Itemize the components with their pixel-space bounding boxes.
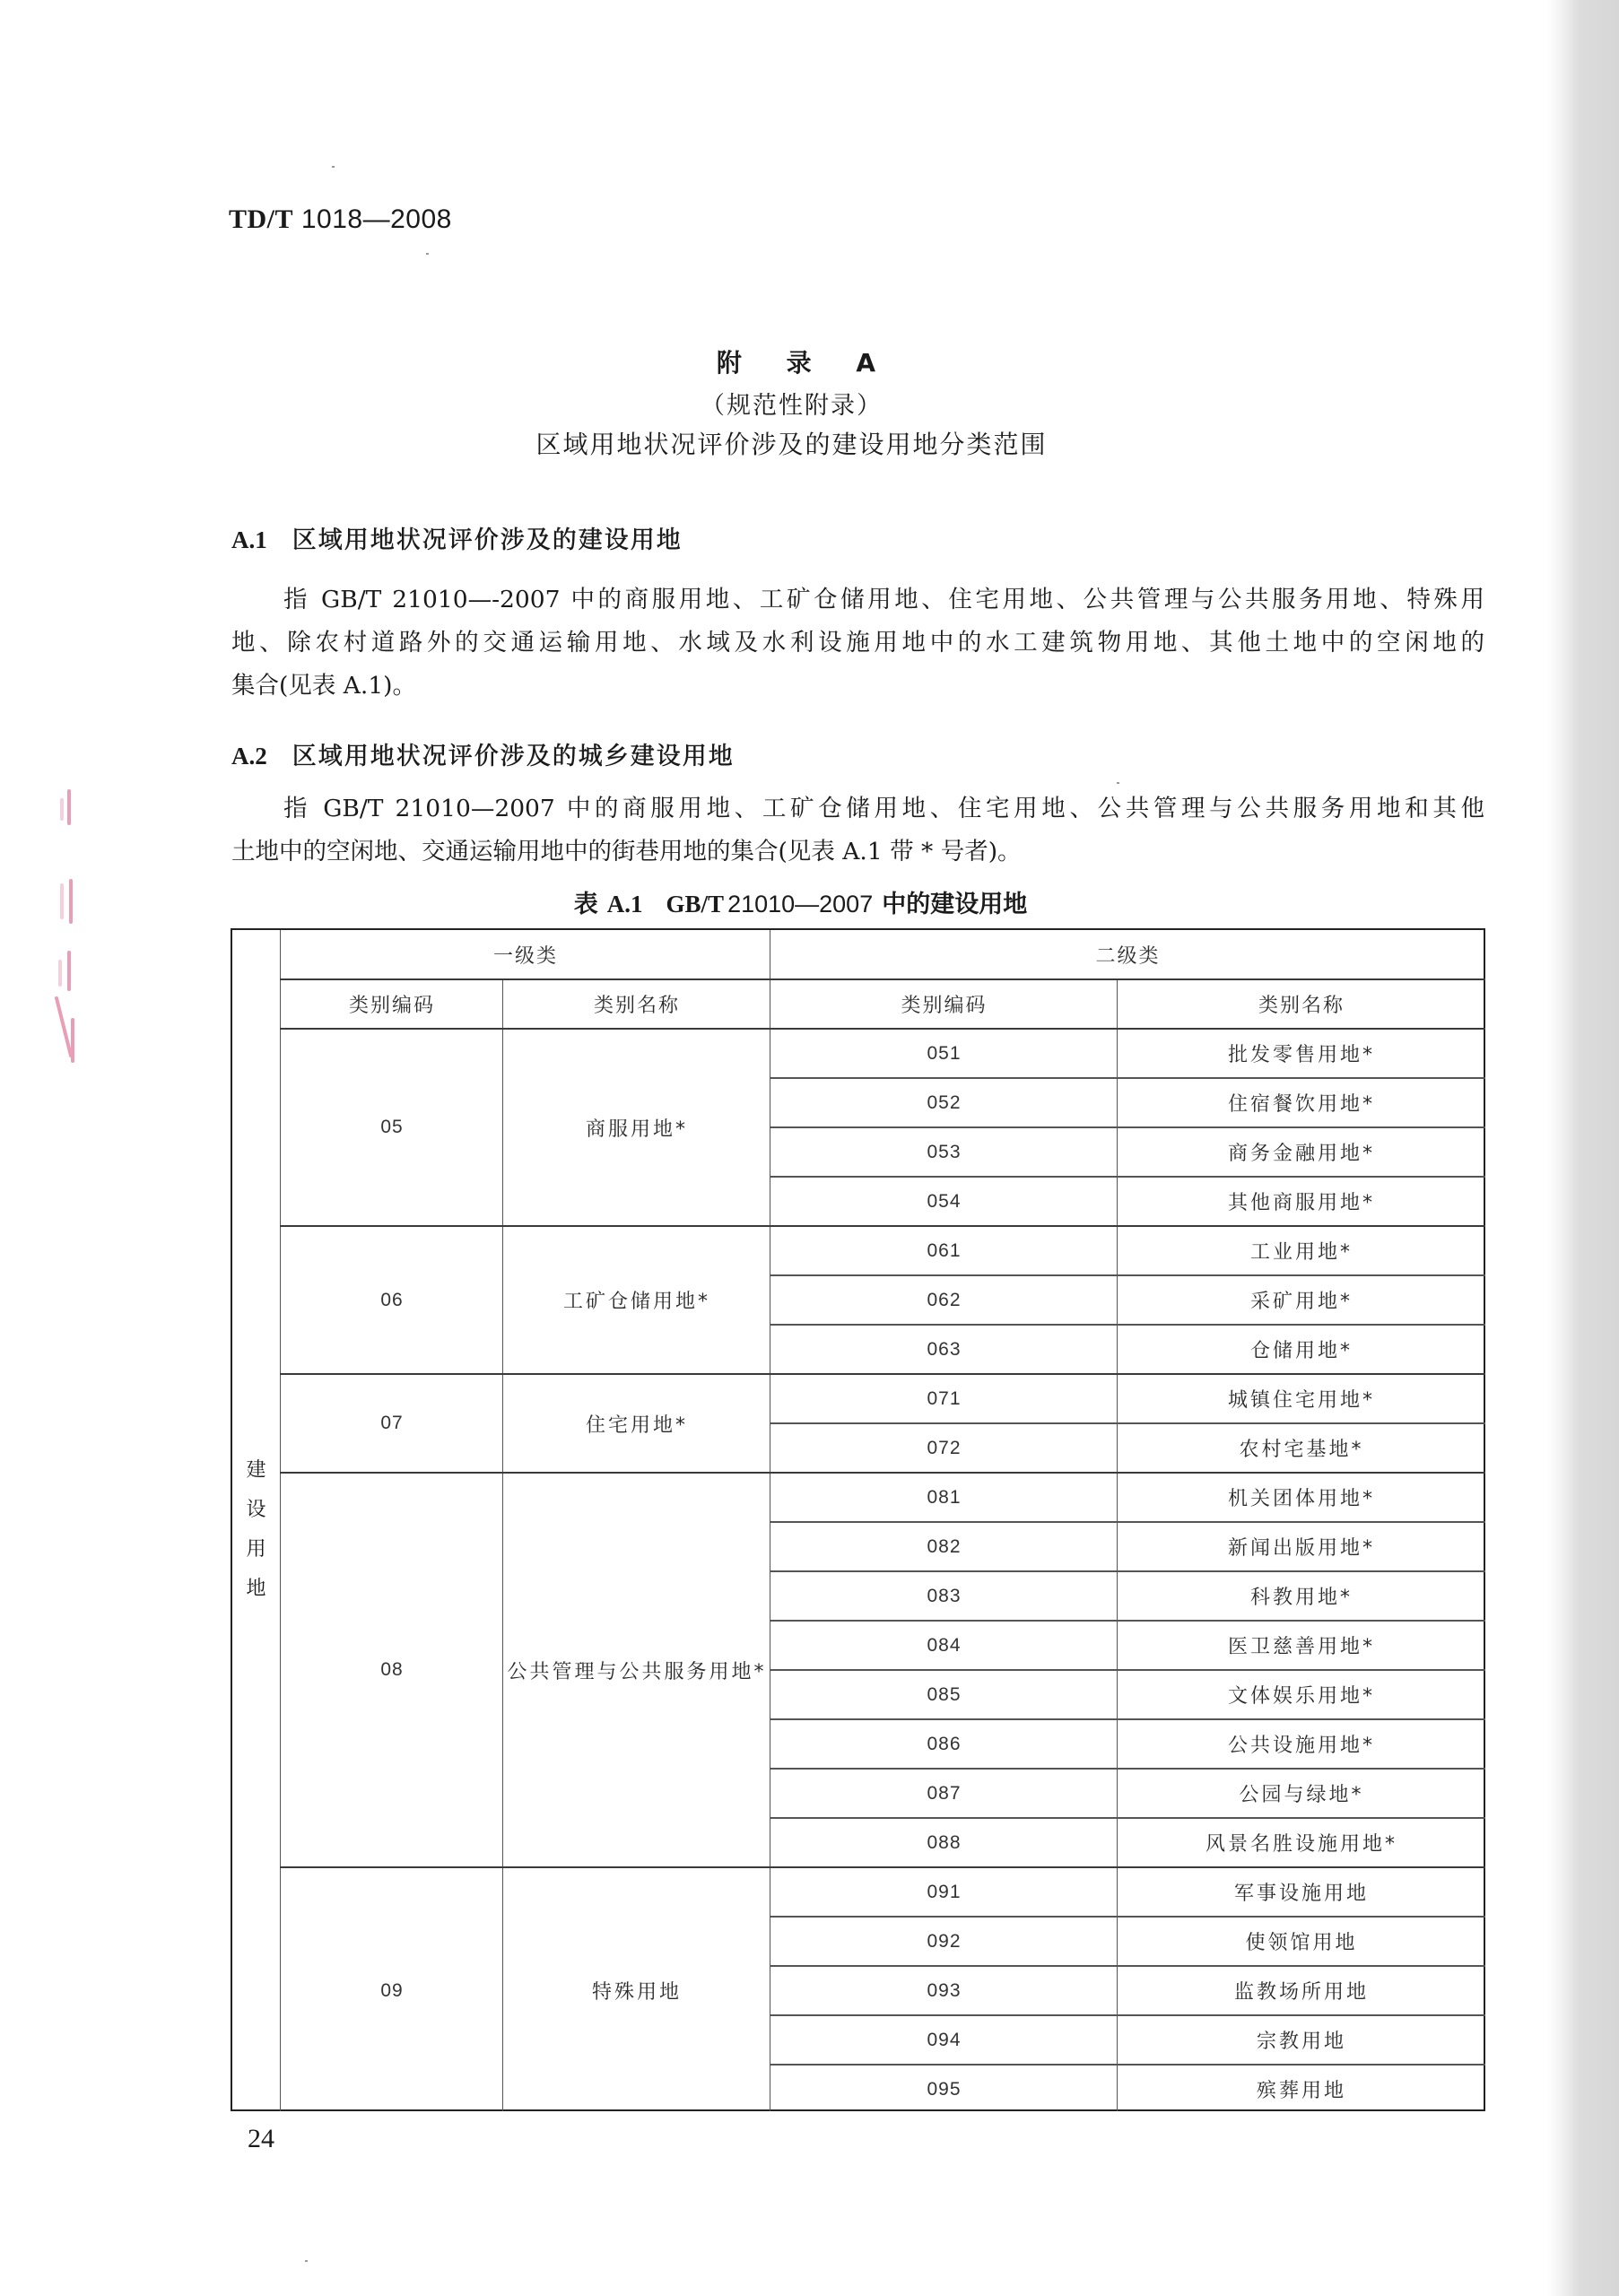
- level2-code-cell: 085: [927, 1683, 962, 1705]
- section-number: A.1: [231, 526, 267, 553]
- paragraph-line: 土地中的空闲地、交通运输用地中的街巷用地的集合(见表 A.1 带 * 号者)。: [231, 838, 1022, 865]
- level2-code-cell: 081: [927, 1486, 962, 1508]
- level2-name-cell: 科教用地*: [1249, 1587, 1353, 1609]
- caption-number: A.1: [606, 891, 643, 918]
- level2-name-cell: 工业用地*: [1249, 1241, 1353, 1264]
- header-level1: 一级类: [492, 945, 558, 968]
- table-caption: [0, 884, 1619, 919]
- appendix-title: 区域用地状况评价涉及的建设用地分类范围: [535, 430, 1048, 459]
- level1-name-cell: 住宅用地*: [585, 1413, 688, 1437]
- appendix-type: （规范性附录）: [701, 392, 883, 420]
- level2-code-cell: 093: [927, 1979, 962, 2001]
- caption-code: GB/T: [666, 891, 725, 918]
- caption-year: 21010—2007: [727, 891, 874, 918]
- paragraph-line: 地、除农村道路外的交通运输用地、水域及水利设施用地中的水工建筑物用地、其他土地中的空闲地的: [231, 629, 1484, 657]
- stamp-bleed-through: [40, 780, 81, 1067]
- level2-name-cell: 采矿用地*: [1249, 1291, 1353, 1313]
- scan-speck: [332, 166, 335, 168]
- caption-prefix: 表: [573, 891, 598, 918]
- level1-code-cell: 09: [380, 1979, 404, 2001]
- level2-name-cell: 宗教用地: [1256, 2031, 1346, 2053]
- scan-speck: [426, 253, 429, 255]
- level2-code-cell: 072: [927, 1437, 962, 1458]
- level2-code-cell: 071: [927, 1387, 962, 1409]
- level2-code-cell: 086: [927, 1733, 962, 1754]
- level2-code-cell: 051: [927, 1042, 962, 1064]
- level2-name-cell: 军事设施用地: [1233, 1883, 1369, 1905]
- section-title: 区域用地状况评价涉及的城乡建设用地: [292, 743, 735, 770]
- level2-code-cell: 054: [927, 1190, 962, 1212]
- level1-name-cell: 公共管理与公共服务用地*: [507, 1660, 767, 1683]
- header-level1-name: 类别名称: [593, 995, 680, 1017]
- level2-name-cell: 仓储用地*: [1249, 1340, 1353, 1362]
- level1-code-cell: 07: [380, 1413, 404, 1433]
- level2-name-cell: 文体娱乐用地*: [1227, 1685, 1375, 1708]
- section-number: A.2: [231, 743, 267, 770]
- level2-name-cell: 商务金融用地*: [1227, 1143, 1375, 1165]
- section-title: 区域用地状况评价涉及的建设用地: [292, 526, 683, 554]
- level2-code-cell: 091: [927, 1881, 962, 1902]
- level2-code-cell: 082: [927, 1535, 962, 1557]
- level2-name-cell: 农村宅基地*: [1239, 1439, 1364, 1461]
- land-classification-table: [231, 928, 1485, 2111]
- level2-code-cell: 083: [927, 1585, 962, 1606]
- level2-name-cell: 其他商服用地*: [1227, 1192, 1375, 1214]
- level2-name-cell: 机关团体用地*: [1227, 1488, 1375, 1510]
- level2-code-cell: 063: [927, 1338, 962, 1360]
- level1-name-cell: 工矿仓储用地*: [562, 1291, 710, 1313]
- row-group-label: [232, 1451, 280, 1609]
- page-number: 24: [248, 2124, 274, 2153]
- header-level2-name: 类别名称: [1258, 995, 1345, 1017]
- row-label-char: 建: [246, 1459, 266, 1482]
- standard-number: 1018—2008: [300, 204, 452, 234]
- level2-name-cell: 公共设施用地*: [1227, 1735, 1375, 1757]
- section-heading-a1: [231, 520, 683, 555]
- scan-speck: [305, 2260, 308, 2262]
- paragraph-line: 集合(见表 A.1)。: [231, 672, 417, 700]
- level2-name-cell: 监教场所用地: [1233, 1981, 1369, 2004]
- level1-code-cell: 06: [380, 1289, 404, 1310]
- standard-code: [229, 204, 452, 235]
- level2-name-cell: 住宿餐饮用地*: [1227, 1093, 1375, 1116]
- caption-text: 中的建设用地: [882, 891, 1028, 918]
- row-label-char: 地: [246, 1578, 266, 1600]
- paragraph-line: 指 GB/T 21010—2007 中的商服用地、工矿仓储用地、住宅用地、公共管理与公共服务用地和其他: [283, 795, 1484, 822]
- level2-name-cell: 城镇住宅用地*: [1227, 1389, 1375, 1412]
- level2-code-cell: 061: [927, 1239, 962, 1261]
- scan-speck: [1117, 782, 1119, 784]
- level1-code-cell: 08: [380, 1659, 404, 1680]
- row-label-char: 设: [246, 1499, 266, 1521]
- header-level1-code: 类别编码: [348, 995, 435, 1017]
- row-label-char: 用: [246, 1538, 266, 1561]
- level2-name-cell: 批发零售用地*: [1227, 1044, 1375, 1066]
- standard-prefix: TD/T: [229, 204, 294, 234]
- level2-name-cell: 使领馆用地: [1245, 1932, 1358, 1954]
- header-level2: 二级类: [1095, 945, 1161, 968]
- section-heading-a2: [231, 736, 735, 771]
- level2-code-cell: 094: [927, 2029, 962, 2050]
- grid-line: [280, 978, 1485, 980]
- level1-name-cell: 特殊用地: [591, 1981, 682, 2004]
- appendix-label: 附 录 A: [716, 348, 894, 378]
- level2-code-cell: 084: [927, 1634, 962, 1656]
- level2-name-cell: 公园与绿地*: [1239, 1784, 1364, 1806]
- level2-name-cell: 风景名胜设施用地*: [1205, 1833, 1397, 1856]
- header-level2-code: 类别编码: [901, 995, 988, 1017]
- level1-name-cell: 商服用地*: [585, 1118, 688, 1141]
- level2-code-cell: 053: [927, 1141, 962, 1162]
- level2-name-cell: 医卫慈善用地*: [1227, 1636, 1375, 1658]
- level2-code-cell: 092: [927, 1930, 962, 1952]
- level2-name-cell: 殡葬用地: [1256, 2080, 1346, 2102]
- level2-code-cell: 062: [927, 1289, 962, 1310]
- level2-code-cell: 087: [927, 1782, 962, 1804]
- paragraph-line: 指 GB/T 21010—-2007 中的商服用地、工矿仓储用地、住宅用地、公共管理与公共服务用地、特殊用: [283, 586, 1484, 613]
- level1-code-cell: 05: [380, 1117, 404, 1137]
- level2-code-cell: 095: [927, 2078, 962, 2100]
- level2-name-cell: 新闻出版用地*: [1227, 1537, 1375, 1560]
- level2-code-cell: 088: [927, 1831, 962, 1853]
- level2-code-cell: 052: [927, 1091, 962, 1113]
